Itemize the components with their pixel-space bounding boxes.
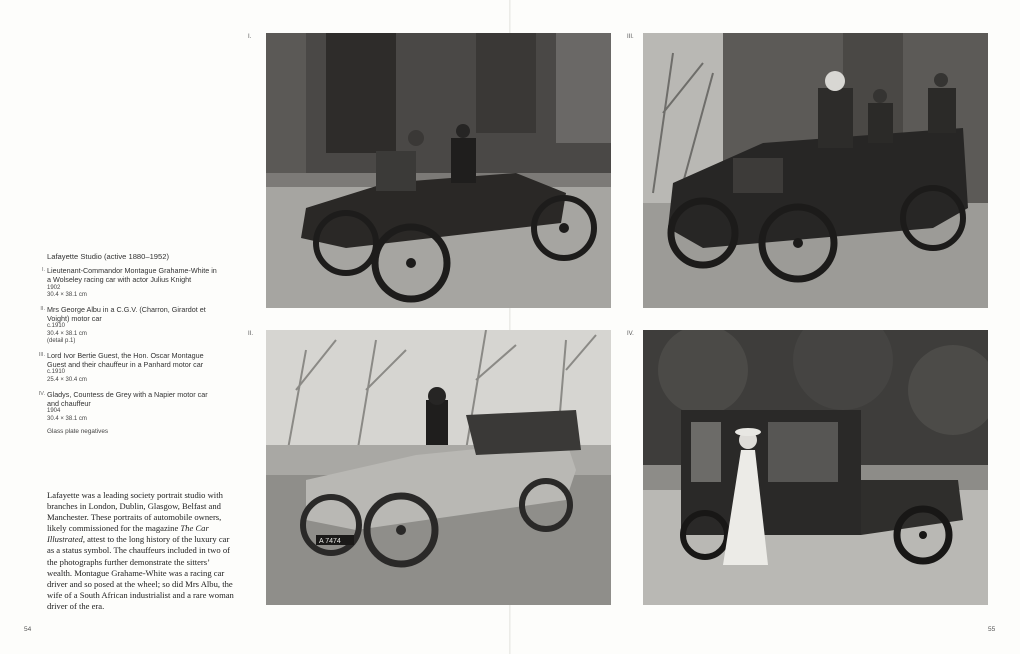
caption-item-3 xyxy=(38,350,217,385)
photo-napier-motor-car xyxy=(643,330,988,605)
caption-title: Mrs George Albu in a C.G.V. (Charron, Girardot et Voight) motor car xyxy=(47,304,206,323)
page-number-left: 54 xyxy=(24,626,32,633)
caption-date: 1904 xyxy=(47,407,61,414)
essay-paragraph xyxy=(47,490,235,612)
caption-dimensions: 30.4 × 38.1 cm xyxy=(47,292,87,299)
caption-date: c.1910 xyxy=(47,369,66,376)
caption-numeral: II. xyxy=(40,305,45,312)
plate-numeral-3: III. xyxy=(627,34,634,40)
caption-date: 1902 xyxy=(47,284,61,291)
license-plate-text: A 7474 xyxy=(319,538,341,545)
caption-medium: Glass plate negatives xyxy=(47,428,109,436)
magazine-title: The Car Illustrated xyxy=(47,523,209,545)
caption-dimensions: 30.4 × 38.1 cm xyxy=(47,330,87,337)
caption-title: Lord Ivor Bertie Guest, the Hon. Oscar Montague Guest and their chauffeur in a Panhard motor car xyxy=(47,350,204,370)
page-number-right: 55 xyxy=(988,626,996,633)
plate-numeral-4: IV. xyxy=(627,331,634,337)
photo-panhard-motor-car xyxy=(643,33,988,308)
caption-title: Lieutenant-Commandor Montague Grahame-White in a Wolseley racing car with actor Julius Knight xyxy=(47,266,217,285)
caption-dimensions: 30.4 × 38.1 cm xyxy=(47,415,87,422)
caption-numeral: I. xyxy=(41,267,45,274)
photo-wolseley-racing-car xyxy=(266,33,611,308)
caption-numeral: III. xyxy=(38,351,45,358)
caption-block xyxy=(38,252,217,436)
essay-part-2: , attest to the long history of the luxury car as a status symbol. The chauffeurs included in two of the photographs further demonstrate the sitters’ wealth. Montague Grahame-White was a racing car driver and so posed at the wheel; so did Mrs Albu, the wife of a South African industrialist and a rare woman driver of the era. xyxy=(47,534,234,611)
caption-title: Gladys, Countess de Grey with a Napier motor car and chauffeur xyxy=(47,389,208,408)
caption-dimensions: 25.4 × 30.4 cm xyxy=(47,376,87,383)
caption-note: (detail p.1) xyxy=(47,338,76,345)
caption-item-1 xyxy=(41,266,217,300)
essay-part-1: Lafayette was a leading society portrait studio with branches in London, Dublin, Glasgow, Belfast and Manchester. These portraits of automobile owners, likely commissioned for the magazine xyxy=(47,490,223,534)
plate-numeral-1: I. xyxy=(248,34,252,40)
caption-date: c.1910 xyxy=(47,323,66,330)
caption-numeral: IV. xyxy=(38,390,45,397)
plate-numeral-2: II. xyxy=(248,331,254,337)
studio-name: Lafayette Studio (active 1880–1952) xyxy=(47,252,170,261)
caption-item-4 xyxy=(38,389,217,424)
photo-cgv-motor-car xyxy=(266,330,611,605)
caption-item-2 xyxy=(40,304,217,346)
